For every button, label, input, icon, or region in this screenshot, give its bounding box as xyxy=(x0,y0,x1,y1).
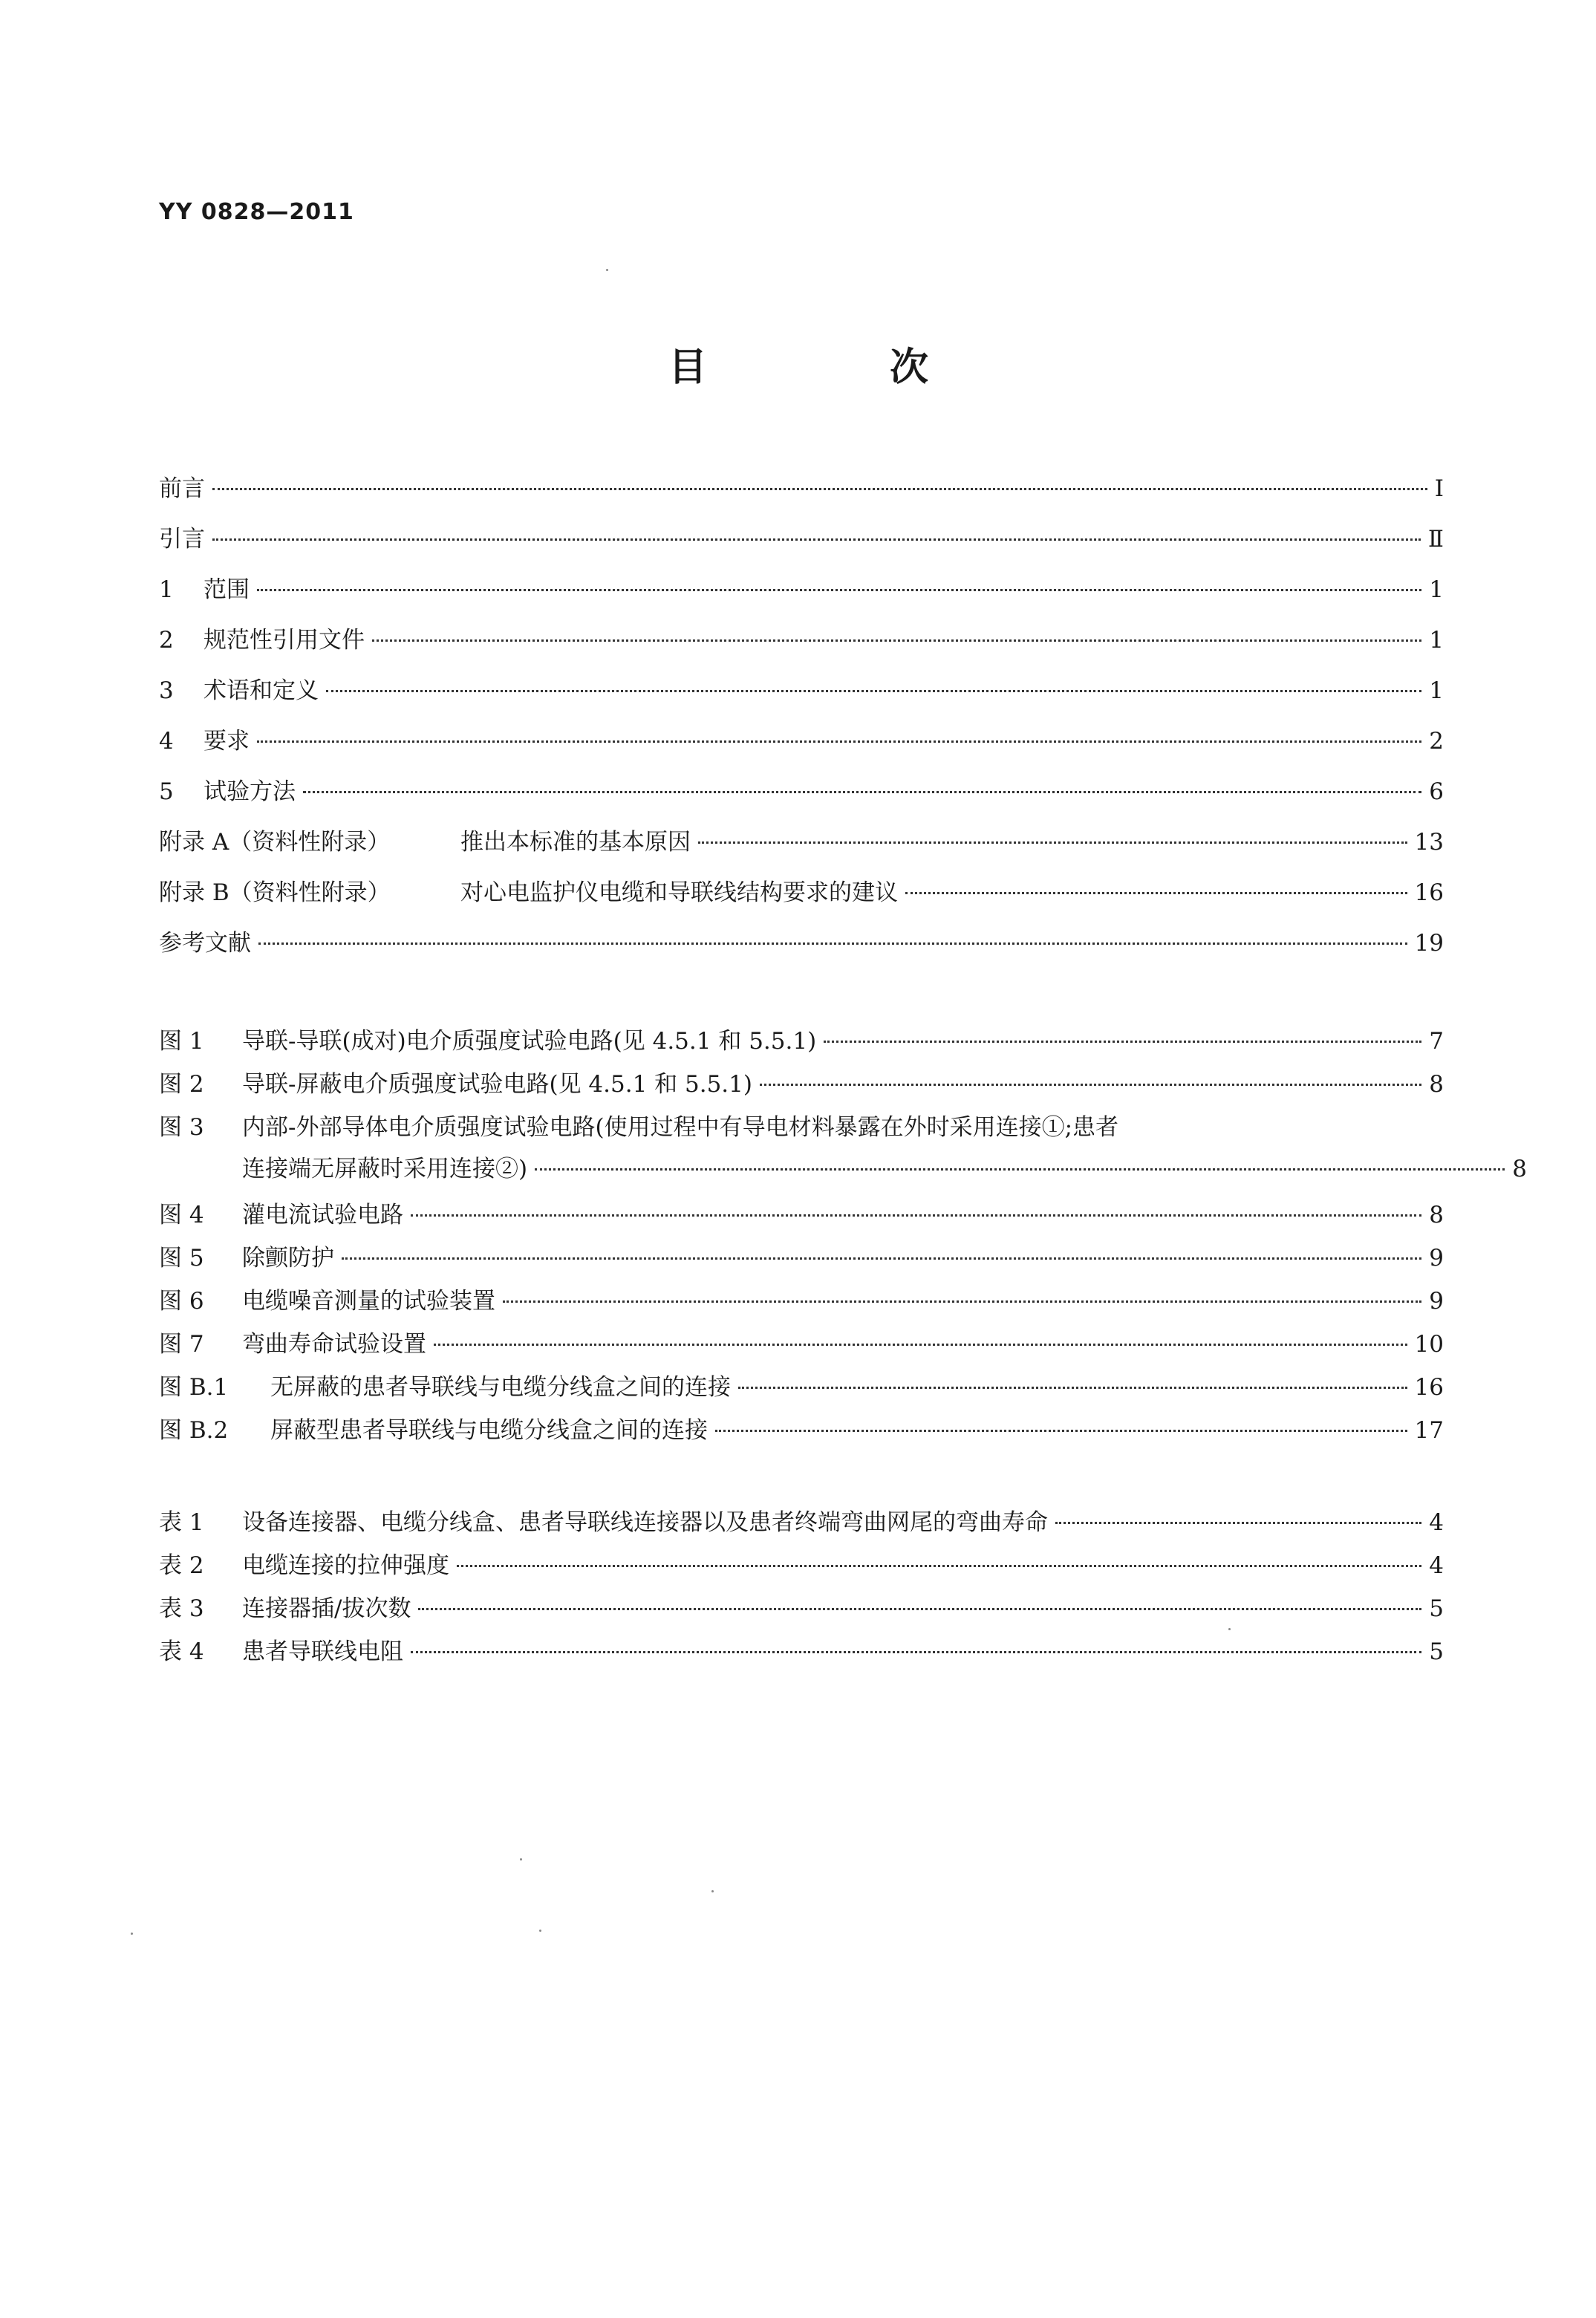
leader-dots xyxy=(760,1084,1421,1086)
toc-entry-page: 4 xyxy=(1429,1552,1444,1579)
leader-dots xyxy=(257,589,1421,591)
toc-entry-num: 1 xyxy=(159,576,174,603)
leader-dots xyxy=(1055,1522,1421,1524)
toc-entry-label: 引言 xyxy=(159,526,205,553)
standard-code: YY 0828—2011 xyxy=(159,199,354,225)
toc-entry-label: 电缆连接的拉伸强度 xyxy=(242,1552,449,1579)
toc-entry-page: Ⅱ xyxy=(1427,526,1444,553)
toc-entry[interactable] xyxy=(159,876,1444,921)
leader-dots xyxy=(411,1651,1421,1653)
toc-entry-label: 要求 xyxy=(203,728,250,755)
toc-entry-num: 图 4 xyxy=(159,1202,204,1228)
toc-entry[interactable] xyxy=(159,1592,1444,1637)
toc-entry[interactable] xyxy=(159,927,1444,971)
toc-entry-page: 16 xyxy=(1414,1374,1444,1401)
leader-dots xyxy=(258,942,1407,945)
toc-entry[interactable] xyxy=(159,1068,1444,1113)
toc-entry[interactable] xyxy=(159,1199,1444,1243)
scan-speck xyxy=(131,1933,133,1935)
toc-entry-num: 图 3 xyxy=(159,1114,204,1141)
toc-entry-page: 6 xyxy=(1429,778,1444,805)
leader-dots xyxy=(342,1257,1421,1260)
title-char-2: 次 xyxy=(889,345,928,390)
toc-entry-label: 导联-屏蔽电介质强度试验电路(见 4.5.1 和 5.5.1) xyxy=(242,1071,752,1098)
toc-entry-num: 图 B.1 xyxy=(159,1374,229,1401)
leader-dots xyxy=(303,791,1421,793)
scan-speck xyxy=(539,1930,541,1932)
toc-entry-label: 除颤防护 xyxy=(242,1245,334,1272)
toc-entry[interactable] xyxy=(159,1506,1444,1551)
toc-entry[interactable] xyxy=(159,674,1444,719)
toc-entry-label: 术语和定义 xyxy=(203,677,319,704)
leader-dots xyxy=(738,1387,1407,1389)
toc-entry-label: 前言 xyxy=(159,475,205,502)
toc-entry-label: 设备连接器、电缆分线盒、患者导联线连接器以及患者终端弯曲网尾的弯曲寿命 xyxy=(242,1509,1048,1536)
leader-dots xyxy=(715,1430,1407,1432)
toc-entry-label: 患者导联线电阻 xyxy=(242,1638,403,1665)
toc-entry-label: 范围 xyxy=(203,576,250,603)
toc-entry-label: 屏蔽型患者导联线与电缆分线盒之间的连接 xyxy=(270,1417,708,1444)
leader-dots xyxy=(372,639,1421,642)
toc-entry-page: 8 xyxy=(1512,1156,1527,1182)
toc-entry-label: 推出本标准的基本原因 xyxy=(460,829,691,856)
scan-speck xyxy=(606,269,608,271)
toc-entry[interactable] xyxy=(159,1414,1444,1459)
toc-entry-page: 10 xyxy=(1414,1331,1444,1358)
toc-entry-page: 1 xyxy=(1429,677,1444,704)
toc-entry[interactable] xyxy=(159,573,1444,618)
toc-entry-num: 图 B.2 xyxy=(159,1417,229,1444)
toc-entry[interactable] xyxy=(159,775,1444,820)
toc-entry-page: Ⅰ xyxy=(1434,475,1444,502)
leader-dots xyxy=(698,841,1407,844)
title-char-1: 目 xyxy=(668,345,708,390)
toc-entry-label: 导联-导联(成对)电介质强度试验电路(见 4.5.1 和 5.5.1) xyxy=(242,1028,817,1055)
toc-entry-num: 表 1 xyxy=(159,1509,204,1536)
toc-entry-page: 5 xyxy=(1429,1638,1444,1665)
toc-entry-page: 5 xyxy=(1429,1595,1444,1622)
toc-entry-page: 9 xyxy=(1429,1245,1444,1272)
leader-dots xyxy=(535,1168,1505,1171)
toc-entry-num: 表 4 xyxy=(159,1638,204,1665)
toc-entry[interactable] xyxy=(159,523,1444,567)
toc-entry-num: 附录 A（资料性附录） xyxy=(159,829,391,856)
leader-dots xyxy=(905,892,1407,894)
toc-entry-label: 电缆噪音测量的试验装置 xyxy=(242,1288,495,1315)
toc-entry-label: 规范性引用文件 xyxy=(203,627,365,654)
toc-entry-label: 弯曲寿命试验设置 xyxy=(242,1331,426,1358)
toc-entry-label: 无屏蔽的患者导联线与电缆分线盒之间的连接 xyxy=(270,1374,731,1401)
page-title xyxy=(668,336,928,391)
toc-entry-page: 13 xyxy=(1414,829,1444,856)
toc-entry[interactable] xyxy=(159,1111,1527,1193)
toc-entry-num: 图 2 xyxy=(159,1071,204,1098)
toc-entry[interactable] xyxy=(159,1285,1444,1329)
toc-entry-page: 7 xyxy=(1429,1028,1444,1055)
toc-entry-page: 8 xyxy=(1429,1071,1444,1098)
toc-entry-num: 附录 B（资料性附录） xyxy=(159,879,391,906)
leader-dots xyxy=(326,690,1421,692)
toc-entry[interactable] xyxy=(159,1371,1444,1416)
leader-dots xyxy=(824,1041,1421,1043)
toc-entry[interactable] xyxy=(159,1242,1444,1286)
toc-entry-label-cont: 连接端无屏蔽时采用连接②) xyxy=(242,1156,528,1182)
toc-entry-page: 19 xyxy=(1414,930,1444,957)
toc-entry-label: 连接器插/拔次数 xyxy=(242,1595,411,1622)
toc-entry[interactable] xyxy=(159,624,1444,668)
toc-entry[interactable] xyxy=(159,1635,1444,1680)
scan-speck xyxy=(520,1858,522,1860)
toc-entry[interactable] xyxy=(159,472,1444,517)
toc-entry-num: 2 xyxy=(159,627,174,654)
toc-entry-label: 试验方法 xyxy=(203,778,296,805)
toc-entry-num: 3 xyxy=(159,677,174,704)
toc-entry-page: 9 xyxy=(1429,1288,1444,1315)
toc-entry-num: 图 7 xyxy=(159,1331,204,1358)
toc-entry-page: 1 xyxy=(1429,627,1444,654)
toc-entry-num: 表 2 xyxy=(159,1552,204,1579)
toc-entry-page: 2 xyxy=(1429,728,1444,755)
toc-entry-label: 内部-外部导体电介质强度试验电路(使用过程中有导电材料暴露在外时采用连接①;患者 xyxy=(242,1114,1119,1141)
toc-entry-label: 对心电监护仪电缆和导联线结构要求的建议 xyxy=(460,879,898,906)
leader-dots xyxy=(418,1608,1421,1610)
toc-entry[interactable] xyxy=(159,826,1444,870)
leader-dots xyxy=(212,488,1427,490)
toc-entry[interactable] xyxy=(159,1025,1444,1070)
toc-entry-page: 1 xyxy=(1429,576,1444,603)
toc-entry-num: 图 5 xyxy=(159,1245,204,1272)
leader-dots xyxy=(212,538,1421,541)
toc-entry-num: 图 1 xyxy=(159,1028,204,1055)
toc-entry-page: 4 xyxy=(1429,1509,1444,1536)
toc-entry-num: 图 6 xyxy=(159,1288,204,1315)
toc-entry-page: 8 xyxy=(1429,1202,1444,1228)
leader-dots xyxy=(411,1214,1421,1217)
toc-entry-label: 灌电流试验电路 xyxy=(242,1202,403,1228)
leader-dots xyxy=(503,1300,1421,1303)
leader-dots xyxy=(257,740,1421,743)
toc-entry-page: 16 xyxy=(1414,879,1444,906)
leader-dots xyxy=(457,1565,1421,1567)
toc-entry-num: 4 xyxy=(159,728,174,755)
toc-entry[interactable] xyxy=(159,1549,1444,1594)
scan-speck xyxy=(711,1890,714,1892)
toc-entry-label: 参考文献 xyxy=(159,930,251,957)
scan-speck xyxy=(1228,1628,1231,1630)
toc-entry[interactable] xyxy=(159,1328,1444,1373)
leader-dots xyxy=(434,1344,1407,1346)
toc-entry-num: 表 3 xyxy=(159,1595,204,1622)
toc-entry[interactable] xyxy=(159,725,1444,769)
toc-entry-num: 5 xyxy=(159,778,174,805)
toc-entry-page: 17 xyxy=(1414,1417,1444,1444)
